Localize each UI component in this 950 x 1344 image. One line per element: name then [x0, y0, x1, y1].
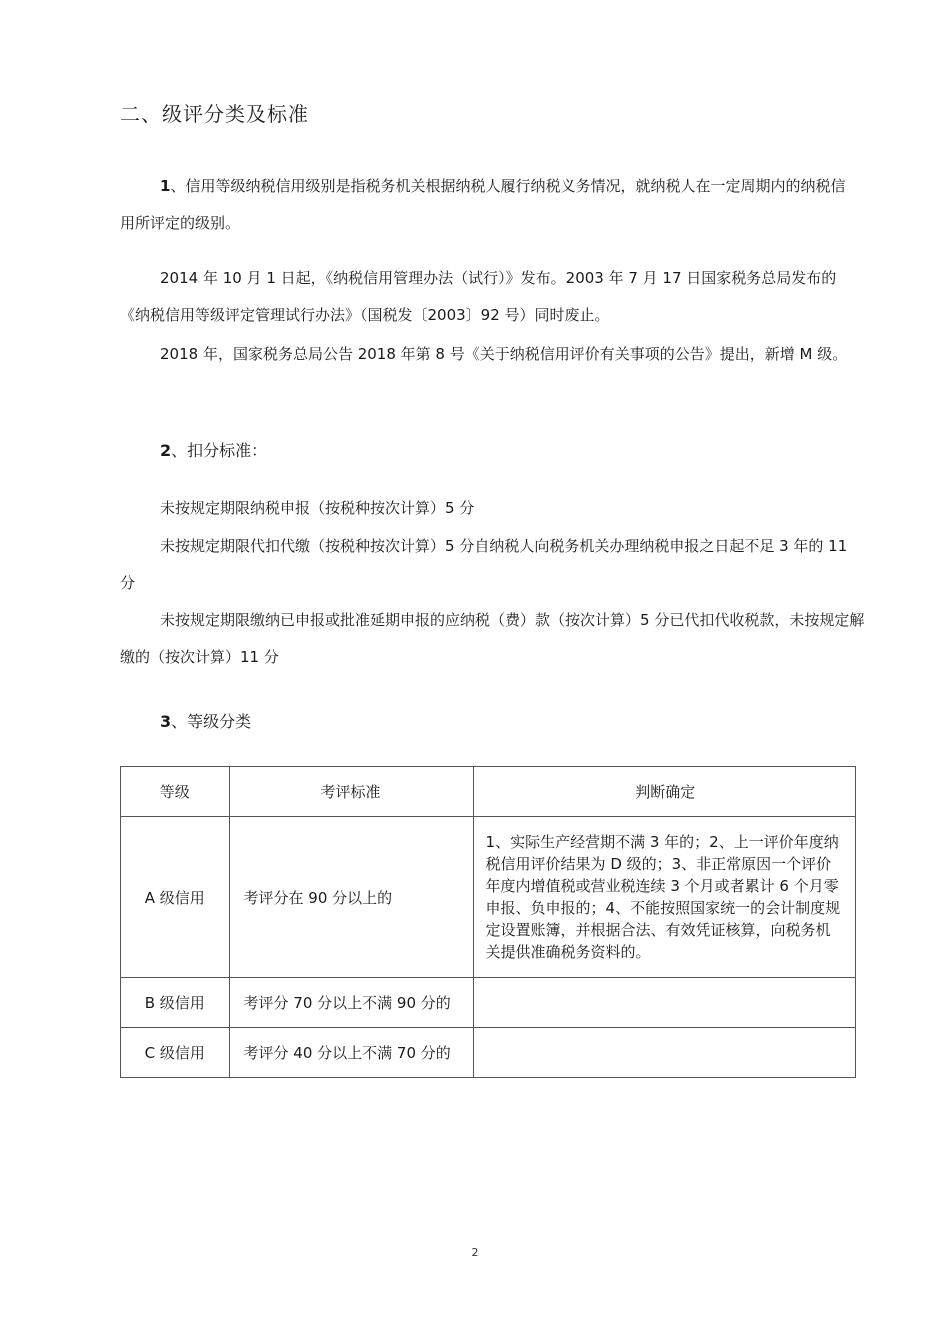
grade-cell: A 级信用 [121, 817, 230, 978]
grade-table [120, 766, 856, 1078]
section1-text: 、信用等级纳税信用级别是指税务机关根据纳税人履行纳税义务情况，就纳税人在一定周期内的纳税信用所评定的级别。 [120, 177, 846, 232]
judge-cell: 1、实际生产经营期不满 3 年的；2、上一评价年度纳税信用评价结果为 D 级的；3、非正常原因一个评价年度内增值税或营业税连续 3 个月或者累计 6 个月零申报、负申报的；4、不能按照国家统一的会计制度规定设置账簿，并根据合法、有效凭证核算，向税务机关提供准确税务资料的。 [473, 817, 855, 978]
table-row [121, 978, 856, 1028]
section3-heading [160, 709, 251, 732]
deduction-item: 未按规定期限缴纳已申报或批准延期申报的应纳税（费）款（按次计算）5 分已代扣代收税款，未按规定解缴的（按次计算）11 分 [120, 611, 865, 666]
section1-number: 1 [160, 177, 171, 195]
table-header-grade: 等级 [121, 767, 230, 817]
section1-paragraph [120, 168, 860, 242]
section2-number: 2 [160, 441, 172, 460]
grade-cell: B 级信用 [121, 978, 230, 1028]
section-heading: 二、级评分类及标准 [120, 102, 309, 126]
standard-cell: 考评分 40 分以上不满 70 分的 [229, 1028, 473, 1078]
section1-paragraph-3: 2018 年，国家税务总局公告 2018 年第 8 号《关于纳税信用评价有关事项的公告》提出，新增 M 级。 [160, 345, 848, 363]
table-header-row [121, 767, 856, 817]
section2-title: 、扣分标准： [171, 441, 268, 460]
section2-heading [160, 438, 267, 461]
judge-cell [473, 978, 855, 1028]
grade-cell: C 级信用 [121, 1028, 230, 1078]
page-number: 2 [471, 1246, 479, 1259]
judge-cell [473, 1028, 855, 1078]
table-row [121, 817, 856, 978]
section3-title: 、等级分类 [171, 712, 252, 731]
deduction-item: 未按规定期限纳税申报（按税种按次计算）5 分 [160, 499, 475, 517]
section1-paragraph-2: 2014 年 10 月 1 日起，《纳税信用管理办法（试行）》发布。2003 年 7 月 17 日国家税务总局发布的《纳税信用等级评定管理试行办法》（国税发〔2003〕92 号）同时废止。 [120, 269, 837, 324]
table-header-standard: 考评标准 [229, 767, 473, 817]
deduction-item: 未按规定期限代扣代缴（按税种按次计算）5 分自纳税人向税务机关办理纳税申报之日起不足 3 年的 11 分 [120, 537, 848, 592]
section3-number: 3 [160, 712, 172, 731]
standard-cell: 考评分在 90 分以上的 [229, 817, 473, 978]
table-header-judge: 判断确定 [473, 767, 855, 817]
standard-cell: 考评分 70 分以上不满 90 分的 [229, 978, 473, 1028]
table-row [121, 1028, 856, 1078]
